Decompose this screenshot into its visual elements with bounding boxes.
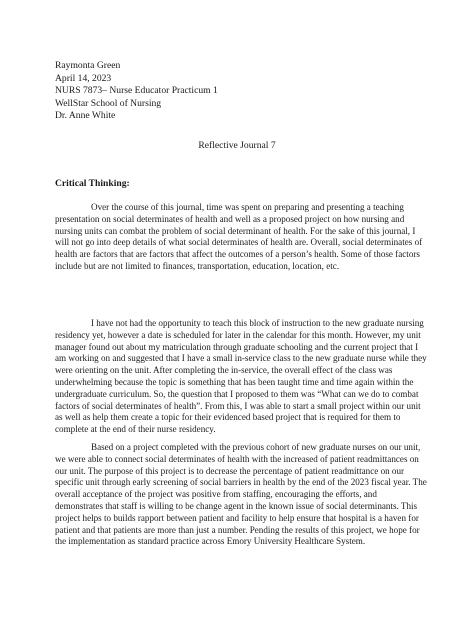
school-name: WellStar School of Nursing — [55, 97, 162, 109]
document-date: April 14, 2023 — [55, 72, 112, 84]
paragraph-text: I have not had the opportunity to teach this block of instruction to the new graduate nursing residency yet, however a date is scheduled for later in the calendar for this month. However, my unit manager found out about my matriculation through graduate schooling and the current project that I am working on and suggested that I have a small in-service class to the new graduate nurse while they were orienting on the unit. After completing the in-service, the overall effect of the class was underwhelming because the topic is something that has been taught time and time again within the undergraduate curriculum. So, the question that I proposed to them was “What can we do to combat factors of social determinates of health”. From this, I was able to start a small project within our unit as well as help them create a topic for their evidenced based project that is required for them to complete at the end of their nurse residency. — [55, 318, 427, 435]
document-title: Reflective Journal 7 — [198, 140, 276, 151]
paragraph-text: Over the course of this journal, time was spent on preparing and presenting a teaching presentation on social determinates of health and well as a proposed project on how nursing and nursing units can combat the problem of social determinant of health. For the sake of this journal, I will not go into deep details of what social determinates of health are. Overall, social determinates of health are factors that are factors that affect the outcomes of a person’s health. Some of those factors include but are not limited to finances, transportation, education, location, etc. — [55, 202, 423, 271]
instructor-name: Dr. Anne White — [55, 110, 116, 122]
author-name: Raymonta Green — [55, 60, 121, 71]
document-header — [55, 60, 218, 123]
body-paragraph — [55, 442, 427, 548]
section-heading: Critical Thinking: — [55, 178, 130, 189]
paragraph-text: Based on a project completed with the previous cohort of new graduate nurses on our unit, we were able to connect social determinates of health with the increased of patient readmittances on our unit. The purpose of this project is to decrease the percentage of patient readmittance on our specific unit through early screening of social barriers in health by the end of the 2023 fiscal year. The overall acceptance of the project was positive from staffing, encouraging the efforts, and demonstrates that staff is willing to be change agent in the known issue of social determinants. This project helps to builds rapport between patient and facility to help ensure that hospital is a haven for patient and that patients are more than just a number. Pending the results of this project, we hope for the implementation as standard practice across Emory University Healthcare System. — [55, 442, 427, 547]
body-paragraph — [55, 318, 427, 436]
body-paragraph — [55, 202, 427, 273]
course-name: NURS 7873– Nurse Educator Practicum 1 — [55, 85, 218, 97]
